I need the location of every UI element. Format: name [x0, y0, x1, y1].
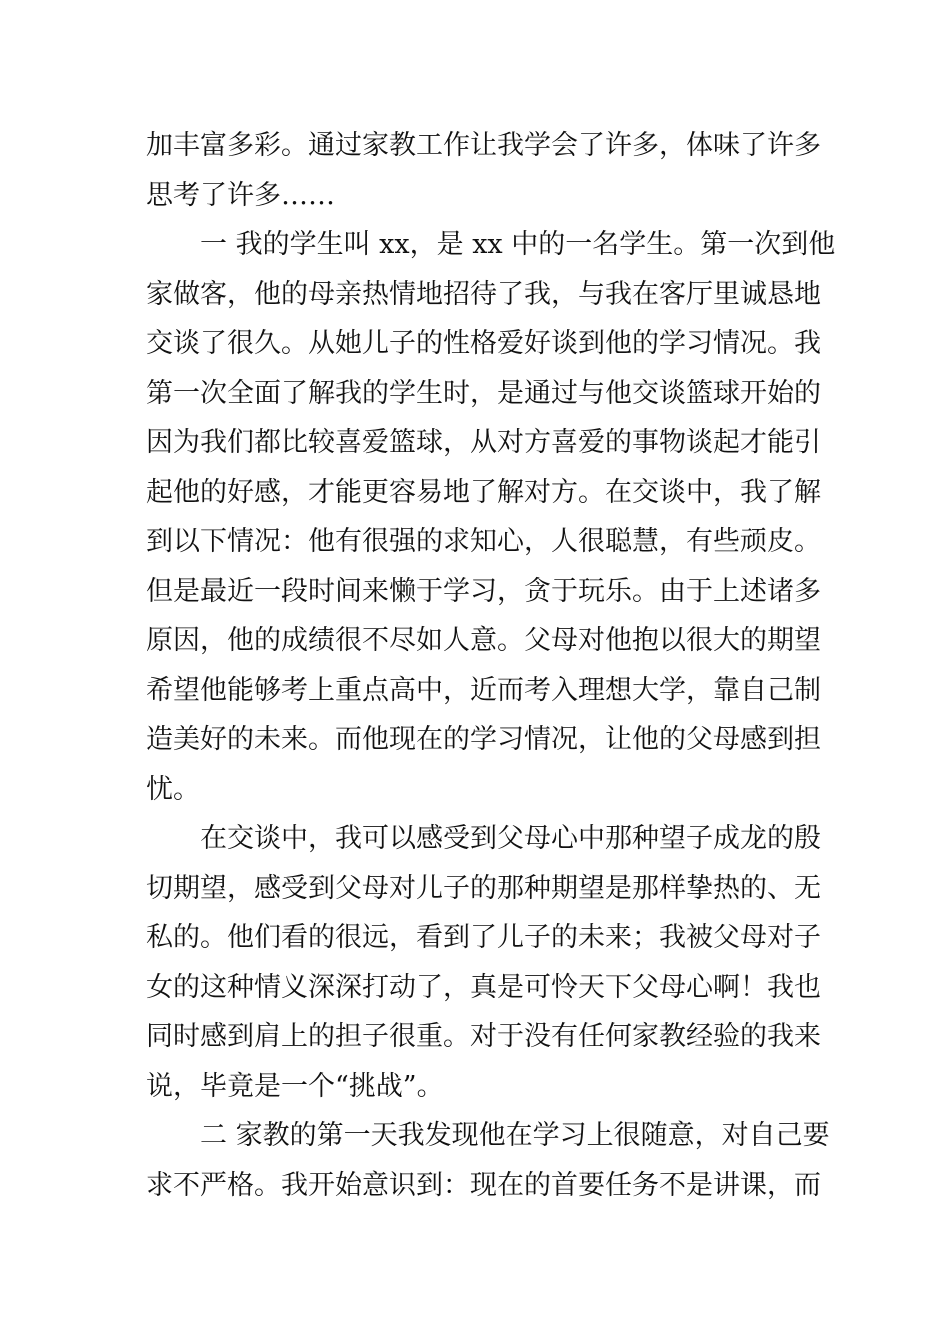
- text-line: 到以下情况：他有很强的求知心，人很聪慧，有些顽皮。: [146, 526, 821, 557]
- text-line: 说，毕竟是一个“挑战”。: [146, 1070, 444, 1102]
- text-line: 希望他能够考上重点高中，近而考入理想大学，靠自己制: [146, 674, 821, 706]
- text-line: 忧。: [146, 773, 200, 805]
- document-body: [146, 121, 836, 1210]
- text-line: 私的。他们看的很远，看到了儿子的未来；我被父母对子: [146, 922, 821, 953]
- text-line: 二 家教的第一天我发现他在学习上很随意，对自己要: [200, 1120, 830, 1151]
- text-line: 但是最近一段时间来懒于学习，贪于玩乐。由于上述诸多: [146, 575, 821, 607]
- text-line: 同时感到肩上的担子很重。对于没有任何家教经验的我来: [146, 1021, 821, 1052]
- text-line: 一 我的学生叫 xx，是 xx 中的一名学生。第一次到他: [200, 229, 836, 260]
- text-line: 家做客，他的母亲热情地招待了我，与我在客厅里诚恳地: [146, 278, 821, 310]
- text-line: 女的这种情义深深打动了，真是可怜天下父母心啊！我也: [146, 971, 821, 1003]
- paragraph: [146, 220, 836, 814]
- text-line: 第一次全面了解我的学生时，是通过与他交谈篮球开始的: [146, 377, 821, 409]
- paragraph: [146, 1111, 830, 1210]
- text-line: 切期望，感受到父母对儿子的那种期望是那样挚热的、无: [146, 872, 821, 904]
- text-line: 因为我们都比较喜爱篮球，从对方喜爱的事物谈起才能引: [146, 427, 821, 458]
- paragraph: [146, 121, 821, 220]
- text-line: 起他的好感，才能更容易地了解对方。在交谈中，我了解: [146, 476, 821, 508]
- text-line: 原因，他的成绩很不尽如人意。父母对他抱以很大的期望: [146, 625, 821, 656]
- paragraph: [146, 814, 821, 1111]
- text-line: 造美好的未来。而他现在的学习情况，让他的父母感到担: [146, 724, 821, 755]
- text-line: 思考了许多……: [146, 179, 335, 211]
- text-line: 加丰富多彩。通过家教工作让我学会了许多，体味了许多: [146, 130, 821, 161]
- text-line: 在交谈中，我可以感受到父母心中那种望子成龙的殷: [200, 823, 821, 854]
- text-line: 交谈了很久。从她儿子的性格爱好谈到他的学习情况。我: [146, 328, 821, 359]
- text-line: 求不严格。我开始意识到：现在的首要任务不是讲课，而: [146, 1169, 821, 1201]
